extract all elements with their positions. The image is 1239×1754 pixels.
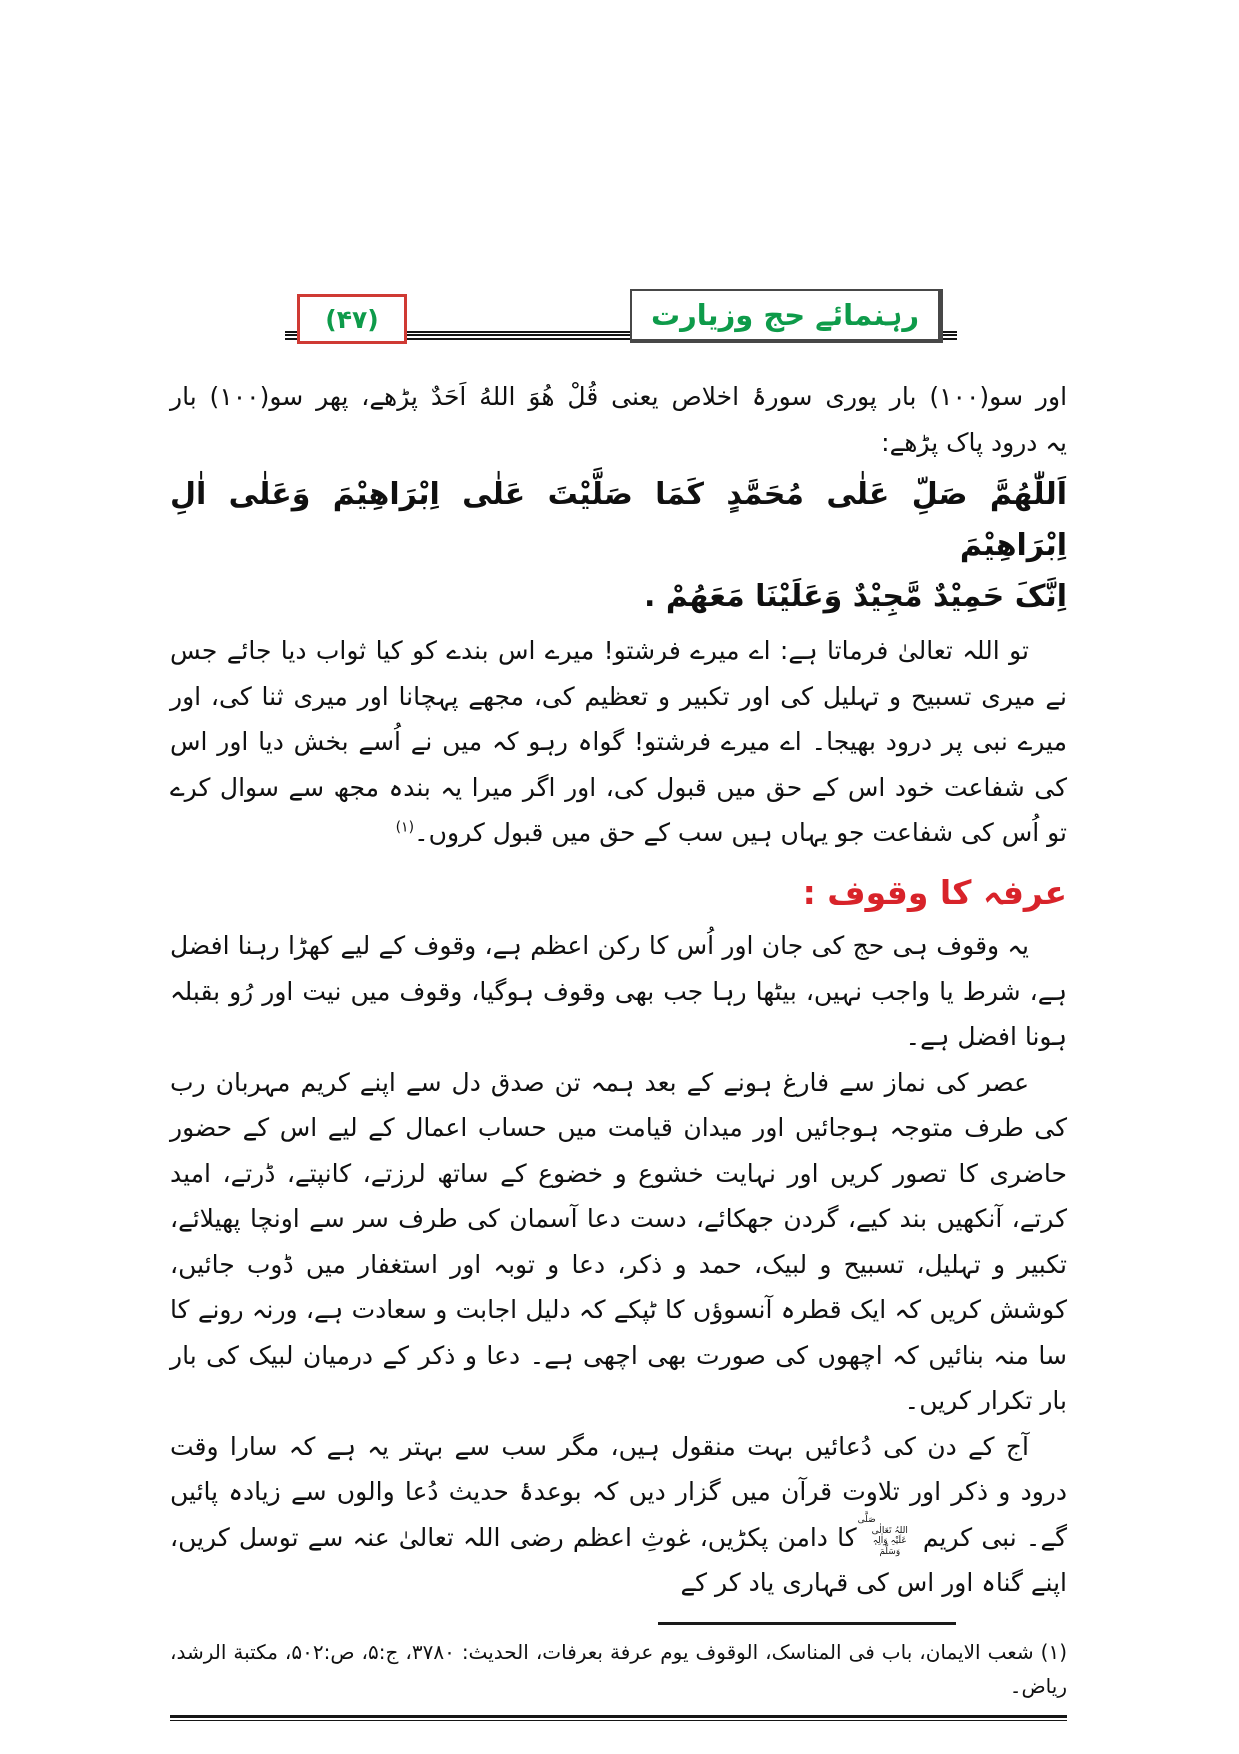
durood-sharif-line-2: اِنَّکَ حَمِیْدٌ مَّجِیْدٌ وَعَلَیْنَا مَعَهُمْ . [644, 579, 1067, 614]
section-heading-wuquf-e-arafah: عرفہ کا وقوف : [802, 872, 1067, 912]
footnote-reference-marker: (۱) [395, 819, 415, 836]
footnote-separator-rule [658, 1622, 956, 1625]
durood-calligraphy-symbol: صَلَّی اللہُ تَعَالٰی عَلَیْہِ وَاٰلِہٖ وَسَلَّمَ [857, 1515, 908, 1557]
asr-paragraph: عصر کی نماز سے فارغ ہونے کے بعد ہمہ تن صدق دل سے اپنے کریم مہربان رب کی طرف متوجہ ہوجائیں اور میدان قیامت میں حساب اعمال کے لیے اس کے حضور حاضری کا تصور کریں اور نہایت خشوع و خضوع کے ساتھ لرزتے، کانپتے، ڈرتے، امید کرتے، آنکھیں بند کیے، گردن جھکائے، دست دعا آسمان کی طرف سر سے اونچا پھیلائے، تکبیر و تہلیل، تسبیح و لبیک، حمد و ذکر، دعا و توبہ اور استغفار میں ڈوب جائیں، کوشش کریں کہ ایک قطرہ آنسوؤں کا ٹپکے کہ دلیل اجابت و سعادت ہے، ورنہ رونے کا سا منہ بنائیں کہ اچھوں کی صورت بھی اچھی ہے۔ دعا و ذکر کے درمیان لبیک کی بار بار تکرار کریں۔ [170, 1067, 1067, 1415]
hadith-paragraph-text: تو اللہ تعالیٰ فرماتا ہے: اے میرے فرشتو! میرے اس بندے کو کیا ثواب دیا جائے جس نے میری تسبیح و تہلیل کی اور تکبیر و تعظیم کی، مجھے پہچانا اور میری ثنا کی، اور میرے نبی پر درود بھیجا۔ اے میرے فرشتو! گواہ رہو کہ میں نے اُسے بخش دیا اور اس کی شفاعت خود اس کے حق میں قبول کی، اور اگر میرا یہ بندہ مجھ سے سوال کرے تو اُس کی شفاعت جو یہاں ہیں سب کے حق میں قبول کروں۔ [170, 636, 1067, 847]
page-header [0, 0, 1239, 372]
dua-paragraph-end: کا دامن پکڑیں، غوثِ اعظم رضی اللہ تعالیٰ عنہ سے توسل کریں، اپنے گناہ اور اس کی قہاری یاد کر کے [170, 1522, 1067, 1597]
hadith-paragraph [170, 628, 1067, 856]
durood-sharif-line-1: اَللّٰهُمَّ صَلِّ عَلٰی مُحَمَّدٍ کَمَا صَلَّیْتَ عَلٰی اِبْرَاهِیْمَ وَعَلٰی اٰلِ اِبْرَاهِیْمَ [170, 477, 1067, 563]
durood-sharif-arabic [170, 469, 1067, 622]
bottom-double-rule [170, 1715, 1067, 1722]
intro-line-2: یہ درود پاک پڑھے: [881, 427, 1067, 457]
footnote [170, 1635, 1067, 1703]
book-title: رہنمائے حج وزیارت [650, 298, 920, 332]
footnote-marker: (۱) [1040, 1639, 1068, 1664]
wuquf-paragraph: یہ وقوف ہی حج کی جان اور اُس کا رکن اعظم ہے، وقوف کے لیے کھڑا رہنا افضل ہے، شرط یا واجب نہیں، بیٹھا رہا جب بھی وقوف ہوگیا، وقوف میں نیت اور رُو بقبلہ ہونا افضل ہے۔ [170, 931, 1067, 1051]
book-title-box [630, 289, 943, 343]
page-number: (۴۷) [325, 304, 379, 334]
body-text-column [170, 374, 1067, 1722]
footnote-reference-text: شعب الایمان، باب فی المناسک، الوقوف یوم عرفة بعرفات، الحدیث: ۳۷۸۰، ج:۵، ص:۵۰۲، مکتبة الرشد، ریاض۔ [170, 1639, 1067, 1698]
dua-paragraph [170, 1424, 1067, 1606]
page-number-box [297, 294, 407, 344]
dua-paragraph-start: آج کے دن کی دُعائیں بہت منقول ہیں، مگر سب سے بہتر یہ ہے کہ سارا وقت درود و ذکر اور تلاوت قرآن میں گزار دیں کہ بوعدۂ حدیث دُعا والوں سے زیادہ پائیں گے۔ نبی کریم [170, 1431, 1067, 1552]
intro-line-1: اور سو(۱۰۰) بار پوری سورۂ اخلاص یعنی قُلْ هُوَ اللهُ اَحَدٌ پڑھے، پھر سو(۱۰۰) بار [170, 382, 1068, 411]
